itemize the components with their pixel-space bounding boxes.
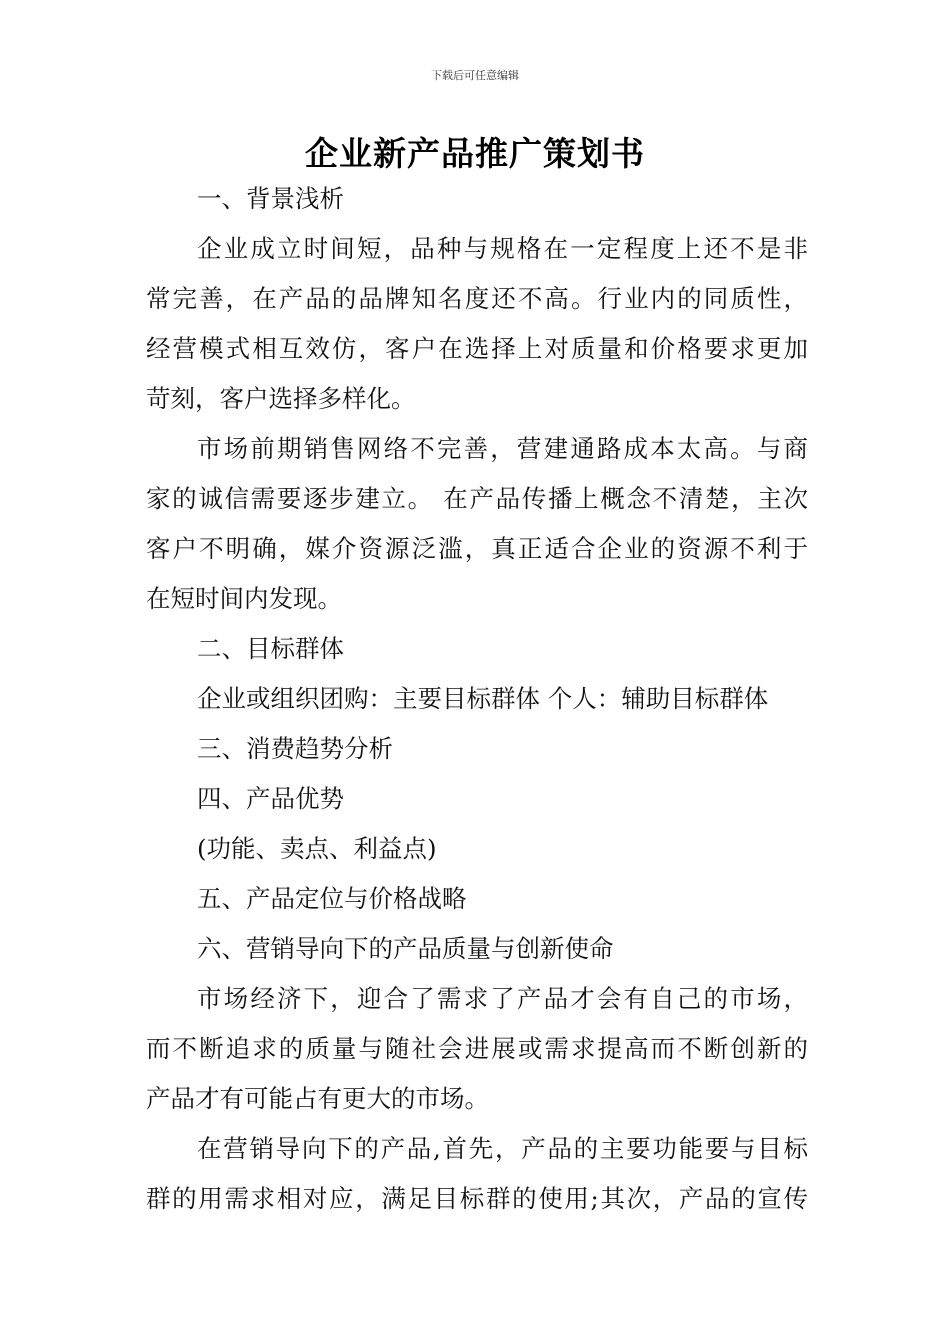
paragraph-line: 常完善，在产品的品牌知名度还不高。行业内的同质性， bbox=[146, 284, 808, 313]
paragraph-line: 经营模式相互效仿，客户在选择上对质量和价格要求更加 bbox=[146, 334, 808, 363]
advantage-note: (功能、卖点、利益点) bbox=[197, 834, 437, 863]
paragraph-line: 家的诚信需要逐步建立。 在产品传播上概念不清楚，主次 bbox=[146, 484, 808, 513]
paragraph-line: 在短时间内发现。 bbox=[146, 584, 342, 613]
document-title: 企业新产品推广策划书 bbox=[305, 134, 645, 173]
paragraph-line: 企业成立时间短，品种与规格在一定程度上还不是非 bbox=[197, 234, 808, 263]
section-heading-target: 二、目标群体 bbox=[197, 634, 344, 663]
paragraph-line: 市场经济下，迎合了需求了产品才会有自己的市场， bbox=[197, 984, 808, 1013]
paragraph-line: 群的用需求相对应，满足目标群的使用;其次，产品的宣传 bbox=[146, 1184, 808, 1213]
paragraph-line: 苛刻，客户选择多样化。 bbox=[146, 384, 416, 413]
paragraph-line: 产品才有可能占有更大的市场。 bbox=[146, 1084, 489, 1113]
paragraph-line: 而不断追求的质量与随社会进展或需求提高而不断创新的 bbox=[146, 1034, 808, 1063]
document-body bbox=[146, 174, 808, 1224]
target-groups-line: 企业或组织团购：主要目标群体 个人：辅助目标群体 bbox=[197, 684, 769, 713]
section-heading-background: 一、背景浅析 bbox=[197, 184, 344, 213]
paragraph-line: 客户不明确，媒介资源泛滥，真正适合企业的资源不利于 bbox=[146, 534, 808, 563]
section-heading-positioning: 五、产品定位与价格战略 bbox=[197, 884, 467, 913]
section-heading-innovation: 六、营销导向下的产品质量与创新使命 bbox=[197, 934, 614, 963]
paragraph-line: 在营销导向下的产品,首先，产品的主要功能要与目标 bbox=[197, 1134, 808, 1163]
paragraph-line: 市场前期销售网络不完善，营建通路成本太高。与商 bbox=[197, 434, 808, 463]
section-heading-trend: 三、消费趋势分析 bbox=[197, 734, 393, 763]
header-note: 下载后可任意编辑 bbox=[431, 69, 519, 82]
section-heading-advantage: 四、产品优势 bbox=[197, 784, 344, 813]
